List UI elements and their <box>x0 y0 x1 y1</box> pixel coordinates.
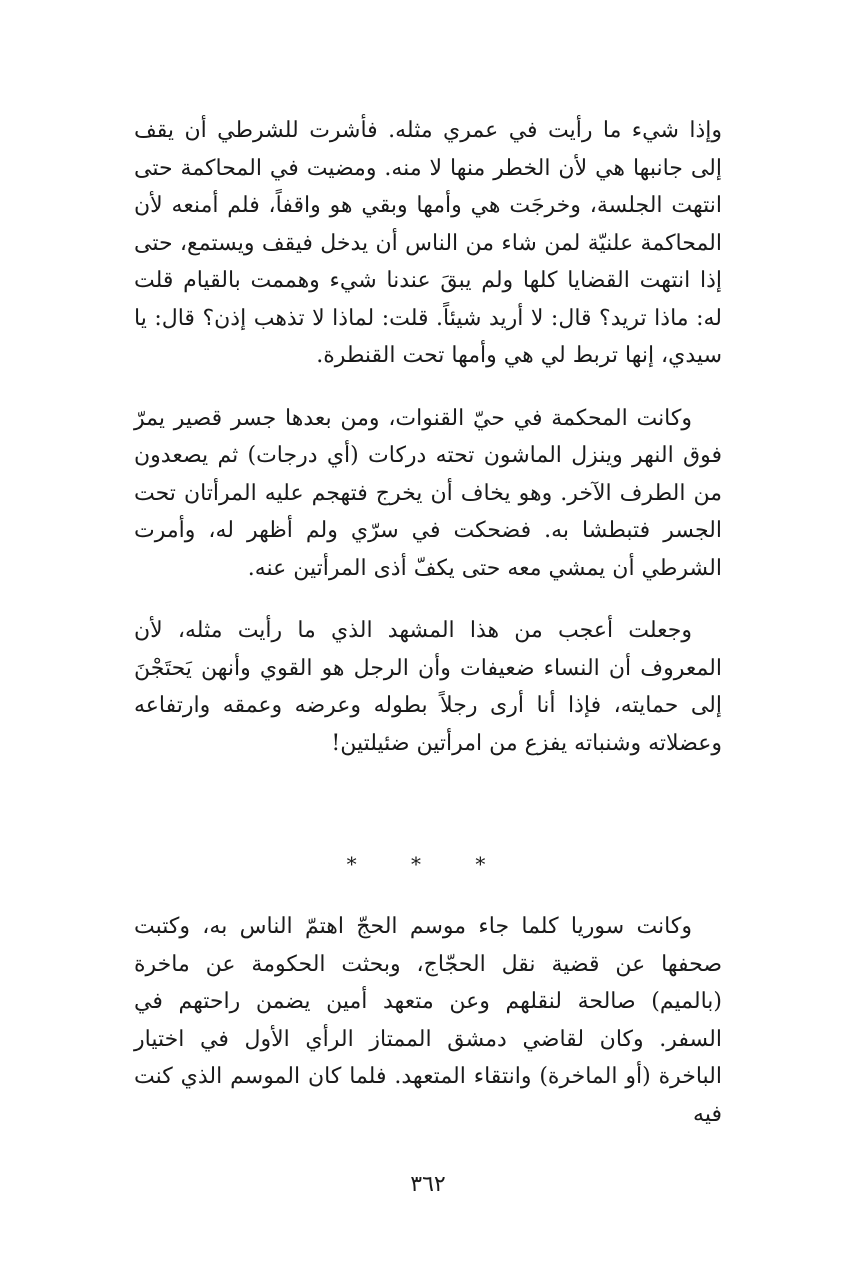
paragraph-4: وكانت سوريا كلما جاء موسم الحجّ اهتمّ الناس به، وكتبت صحفها عن قضية نقل الحجّاج، وبحثت الحكومة عن ماخرة (بالميم) صالحة لنقلهم وعن متعهد أمين يضمن راحتهم في السفر. وكان لقاضي دمشق الممتاز الرأي الأول في اختيار الباخرة (أو الماخرة) وانتقاء المتعهد. فلما كان الموسم الذي كنت فيه <box>134 914 722 1127</box>
paragraph-3: وجعلت أعجب من هذا المشهد الذي ما رأيت مثله، لأن المعروف أن النساء ضعيفات وأن الرجل هو القوي وأنهن يَحتَجْنَ إلى حمايته، فإذا أنا أرى رجلاً بطوله وعرضه وعمقه وارتفاعه وعضلاته وشنباته يفزع من امرأتين ضئيلتين! <box>134 618 722 756</box>
page-number: ٣٦٢ <box>410 1172 446 1197</box>
section-separator: * * * <box>346 852 510 876</box>
text-block-bottom <box>134 908 722 1133</box>
text-block-top <box>134 112 722 762</box>
paragraph-1: وإذا شيء ما رأيت في عمري مثله. فأشرت للشرطي أن يقف إلى جانبها هي لأن الخطر منها لا منه. ومضيت في المحاكمة حتى انتهت الجلسة، وخرجَت هي وأمها وبقي هو واقفاً، فلم أمنعه لأن المحاكمة علنيّة لمن شاء من الناس أن يدخل فيقف ويستمع، حتى إذا انتهت القضايا كلها ولم يبقَ عندنا شيء وهممت بالقيام قلت له: ماذا تريد؟ قال: لا أريد شيئاً. قلت: لماذا لا تذهب إذن؟ قال: يا سيدي، إنها تربط لي هي وأمها تحت القنطرة. <box>134 118 722 368</box>
paragraph-2: وكانت المحكمة في حيّ القنوات، ومن بعدها جسر قصير يمرّ فوق النهر وينزل الماشون تحته دركات (أي درجات) ثم يصعدون من الطرف الآخر. وهو يخاف أن يخرج فتهجم عليه المرأتان تحت الجسر فتبطشا به. فضحكت في سرّي ولم أظهر له، وأمرت الشرطي أن يمشي معه حتى يكفّ أذى المرأتين عنه. <box>134 405 722 581</box>
